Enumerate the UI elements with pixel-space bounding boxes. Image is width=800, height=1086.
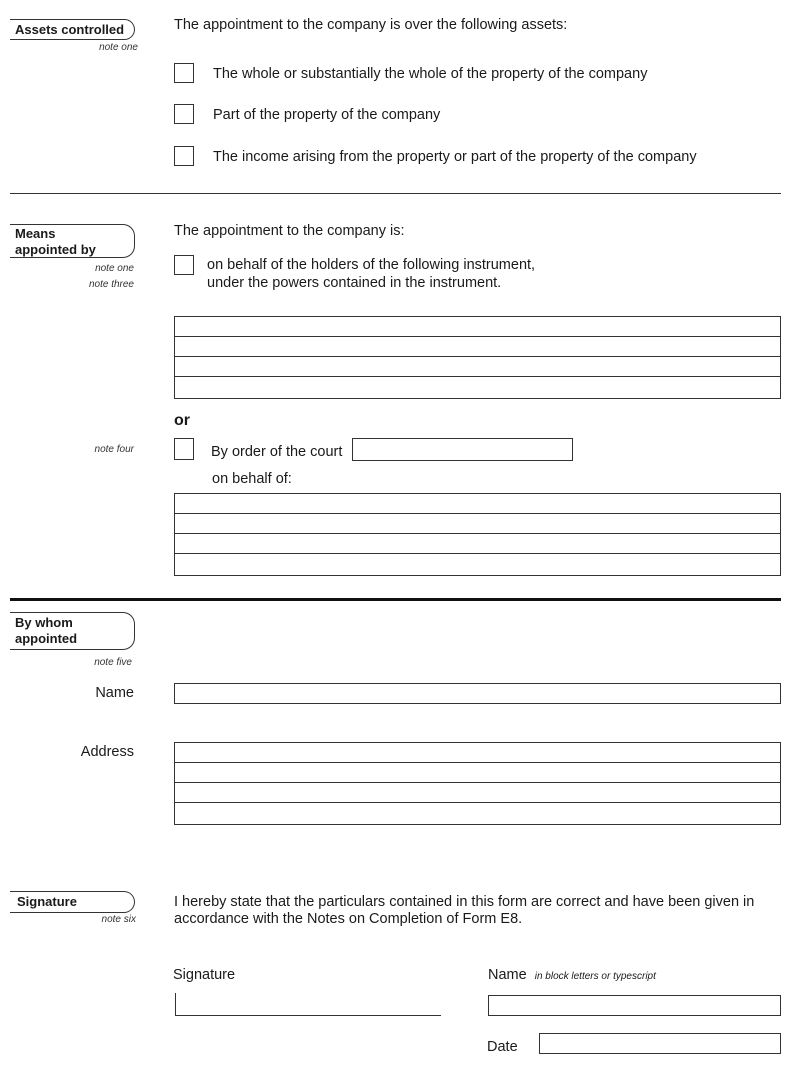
- means-intro: The appointment to the company is:: [174, 223, 405, 239]
- instrument-details-line[interactable]: [175, 337, 780, 357]
- instrument-details-line[interactable]: [175, 357, 780, 377]
- section-divider-2: [10, 598, 781, 601]
- by-whom-appointed-tab: [10, 612, 135, 650]
- instrument-label-line2: under the powers contained in the instrument.: [207, 275, 502, 291]
- appointer-address-line[interactable]: [175, 743, 780, 763]
- assets-controlled-tab-label: Assets controlled: [15, 22, 125, 37]
- on-behalf-of-label: on behalf of:: [212, 471, 292, 487]
- signature-label: Signature: [173, 967, 236, 983]
- asset-option-part-label: Part of the property of the company: [213, 107, 441, 123]
- means-note-one: note one: [95, 263, 134, 274]
- appointer-name-field[interactable]: [174, 683, 781, 704]
- signature-statement-line1: I hereby state that the particulars contained in this form are correct and have been given in: [174, 894, 755, 910]
- assets-controlled-tab: [10, 19, 135, 40]
- section-divider-1: [10, 193, 781, 194]
- instrument-checkbox[interactable]: [174, 255, 194, 275]
- on-behalf-of-line[interactable]: [175, 514, 780, 534]
- signatory-name-label: [488, 966, 656, 986]
- assets-intro: The appointment to the company is over the following assets:: [174, 17, 568, 33]
- appointer-address-line[interactable]: [175, 763, 780, 783]
- means-tab-label-line2: appointed by: [15, 242, 96, 257]
- appointer-address-field: [174, 742, 781, 825]
- means-tab-label-line1: Means: [15, 226, 56, 241]
- asset-option-whole-label: The whole or substantially the whole of the property of the company: [213, 66, 648, 82]
- on-behalf-of-line[interactable]: [175, 534, 780, 554]
- signature-statement-line2: accordance with the Notes on Completion of Form E8.: [174, 911, 523, 927]
- instrument-details-field: [174, 316, 781, 399]
- assets-note: note one: [99, 42, 138, 53]
- appointer-address-line[interactable]: [175, 803, 780, 823]
- means-appointed-by-tab: [10, 224, 135, 258]
- court-order-label: By order of the court: [211, 444, 343, 460]
- date-field[interactable]: [539, 1033, 781, 1054]
- instrument-details-line[interactable]: [175, 317, 780, 337]
- on-behalf-of-line[interactable]: [175, 554, 780, 574]
- instrument-details-line[interactable]: [175, 377, 780, 397]
- signatory-name-field[interactable]: [488, 995, 781, 1016]
- court-name-field[interactable]: [352, 438, 573, 461]
- appointer-address-label: Address: [80, 744, 134, 760]
- court-order-checkbox[interactable]: [174, 438, 194, 460]
- asset-option-whole-checkbox[interactable]: [174, 63, 194, 83]
- signature-field[interactable]: [175, 993, 441, 1016]
- asset-option-income-checkbox[interactable]: [174, 146, 194, 166]
- means-note-four: note four: [94, 444, 134, 455]
- appointer-address-line[interactable]: [175, 783, 780, 803]
- instrument-label-line1: on behalf of the holders of the following instrument,: [207, 257, 536, 273]
- signatory-name-hint: in block letters or typescript: [534, 971, 656, 982]
- on-behalf-of-line[interactable]: [175, 494, 780, 514]
- signature-tab: [10, 891, 135, 913]
- asset-option-part-checkbox[interactable]: [174, 104, 194, 124]
- asset-option-income-label: The income arising from the property or part of the property of the company: [213, 149, 697, 165]
- signatory-name-label-text: Name: [488, 967, 527, 983]
- by-whom-tab-label-line1: By whom: [15, 615, 73, 630]
- by-whom-note-five: note five: [94, 657, 132, 668]
- or-separator: or: [174, 412, 190, 429]
- signature-note-six: note six: [101, 914, 136, 925]
- by-whom-tab-label-line2: appointed: [15, 631, 78, 646]
- means-note-three: note three: [88, 279, 134, 290]
- date-label: Date: [487, 1039, 518, 1055]
- signature-tab-label: Signature: [17, 894, 77, 909]
- on-behalf-of-field: [174, 493, 781, 576]
- appointer-name-label: Name: [95, 685, 134, 701]
